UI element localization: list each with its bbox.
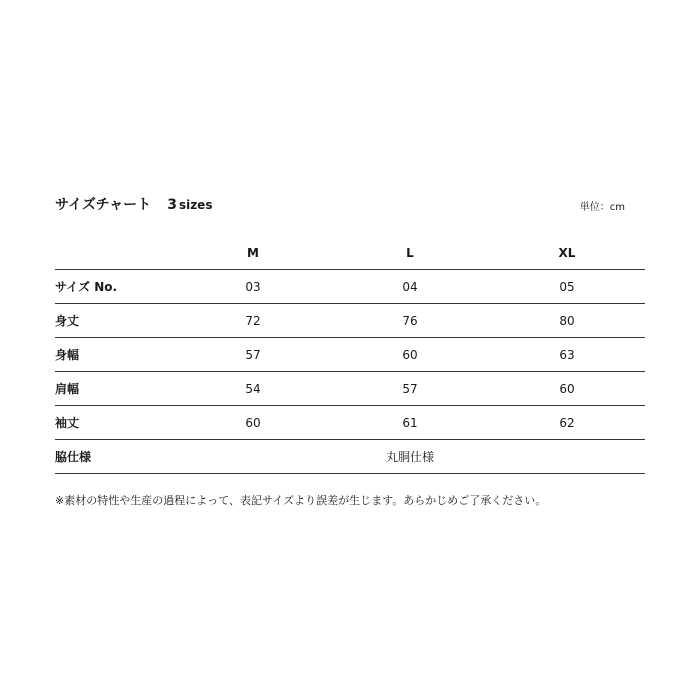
table-row (55, 304, 645, 338)
table-row (55, 372, 645, 406)
footnote: ※素材の特性や生産の過程によって、表記サイズより誤差が生じます。あらかじめご了承ください。 (55, 494, 547, 507)
size-count-number: 3 (167, 197, 177, 213)
row-label: 身幅 (55, 338, 175, 372)
column-header-m: M (175, 236, 331, 270)
table-cell: 60 (489, 372, 645, 406)
title-text: サイズチャート (55, 197, 152, 213)
table-row (55, 406, 645, 440)
table-cell: 80 (489, 304, 645, 338)
table-cell: 61 (331, 406, 489, 440)
table-cell: 63 (489, 338, 645, 372)
table-cell: 03 (175, 270, 331, 304)
column-header-xl: XL (489, 236, 645, 270)
row-label: 袖丈 (55, 406, 175, 440)
table-header-row (55, 236, 645, 270)
row-label: 脇仕様 (55, 440, 175, 474)
row-label: 身丈 (55, 304, 175, 338)
size-count-suffix: sizes (178, 198, 213, 212)
table-row (55, 338, 645, 372)
size-table (55, 236, 645, 474)
table-cell: 04 (331, 270, 489, 304)
table-row (55, 270, 645, 304)
row-label: サイズ No. (55, 270, 175, 304)
row-label: 肩幅 (55, 372, 175, 406)
unit-label: 単位：cm (579, 202, 625, 213)
table-cell: 54 (175, 372, 331, 406)
table-cell: 05 (489, 270, 645, 304)
table-cell: 57 (331, 372, 489, 406)
table-row-spec (55, 440, 645, 474)
table-cell: 76 (331, 304, 489, 338)
table-cell: 57 (175, 338, 331, 372)
spec-value: 丸胴仕様 (175, 440, 645, 474)
size-count (167, 197, 212, 213)
table-cell: 72 (175, 304, 331, 338)
page-title (55, 194, 212, 214)
header-corner (55, 236, 175, 270)
table-cell: 60 (331, 338, 489, 372)
table-cell: 62 (489, 406, 645, 440)
column-header-l: L (331, 236, 489, 270)
table-cell: 60 (175, 406, 331, 440)
